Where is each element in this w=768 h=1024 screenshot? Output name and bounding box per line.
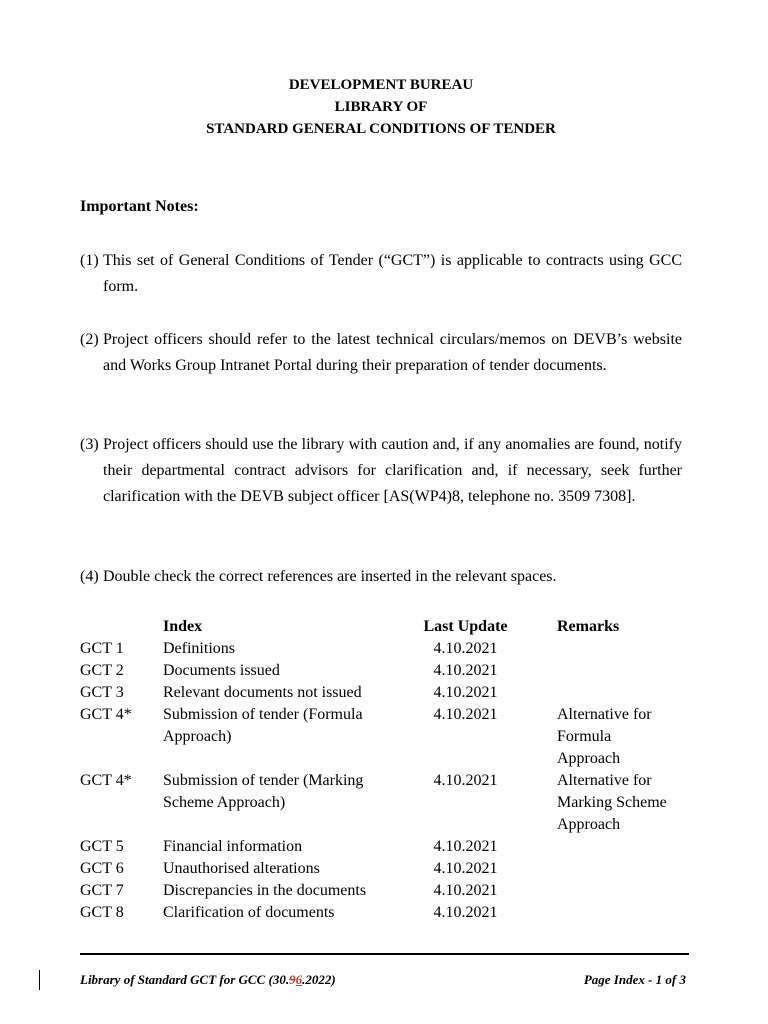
footer-inserted-digit: 6 — [295, 972, 303, 987]
table-row — [80, 858, 700, 880]
note-number: (3) — [80, 436, 99, 453]
note-text: Double check the correct references are inserted in the relevant spaces. — [103, 568, 557, 585]
index-table — [80, 616, 700, 924]
gct-date: 4.10.2021 — [433, 706, 498, 723]
notes-heading: Important Notes: — [80, 198, 199, 215]
title-line-1: DEVELOPMENT BUREAU — [288, 77, 474, 93]
table-row — [80, 660, 700, 682]
table-row — [80, 836, 700, 858]
gct-id: GCT 1 — [80, 640, 124, 657]
gct-date: 4.10.2021 — [433, 640, 498, 657]
title-line-3: STANDARD GENERAL CONDITIONS OF TENDER — [206, 121, 556, 137]
gct-id: GCT 7 — [80, 882, 124, 899]
gct-id: GCT 4* — [80, 706, 132, 723]
gct-date: 4.10.2021 — [433, 662, 498, 679]
gct-date: 4.10.2021 — [433, 860, 498, 877]
change-bar — [39, 970, 40, 990]
gct-id: GCT 3 — [80, 684, 124, 701]
gct-index: Definitions — [163, 640, 235, 657]
footer-rule — [80, 953, 689, 955]
gct-date: 4.10.2021 — [433, 772, 498, 789]
gct-id: GCT 6 — [80, 860, 124, 877]
gct-index: Discrepancies in the documents — [163, 882, 367, 899]
footer-struck-digit: 9 — [289, 972, 296, 987]
gct-id: GCT 4* — [80, 772, 132, 789]
gct-index: Submission of tender (Formula Approach) — [163, 706, 363, 745]
note-number: (2) — [80, 331, 99, 348]
note-1 — [80, 248, 682, 300]
gct-index: Clarification of documents — [163, 904, 335, 921]
table-row — [80, 682, 700, 704]
gct-remarks: Alternative for Formula Approach — [557, 706, 652, 767]
footer-left-suffix: .2022) — [302, 972, 336, 987]
footer-left-prefix: Library of Standard GCT for GCC (30. — [80, 972, 290, 987]
table-row — [80, 902, 700, 924]
table-row — [80, 638, 700, 660]
gct-date: 4.10.2021 — [433, 904, 498, 921]
gct-index: Documents issued — [163, 662, 280, 679]
gct-index: Unauthorised alterations — [163, 860, 320, 877]
note-number: (4) — [80, 568, 99, 585]
note-text: Project officers should use the library with caution and, if any anomalies are found, notify their departmental contract advisors for clarification and, if necessary, seek further clarification with the DEVB subject officer [AS(WP4)8, telephone no. 3509 7308]. — [103, 436, 682, 505]
gct-date: 4.10.2021 — [433, 684, 498, 701]
table-row — [80, 770, 700, 833]
note-text: Project officers should refer to the latest technical circulars/memos on DEVB’s website and Works Group Intranet Portal during their preparation of tender documents. — [103, 331, 682, 374]
header-last-update: Last Update — [423, 618, 508, 635]
note-text: This set of General Conditions of Tender (“GCT”) is applicable to contracts using GCC form. — [103, 252, 682, 295]
gct-remarks: Alternative for Marking Scheme Approach — [557, 772, 667, 833]
note-number: (1) — [80, 252, 99, 269]
gct-index: Submission of tender (Marking Scheme Approach) — [163, 772, 364, 811]
gct-date: 4.10.2021 — [433, 838, 498, 855]
note-3 — [80, 432, 682, 510]
gct-index: Relevant documents not issued — [163, 684, 362, 701]
header-index: Index — [163, 618, 203, 635]
document-title — [0, 74, 762, 140]
gct-id: GCT 8 — [80, 904, 124, 921]
note-2 — [80, 327, 682, 379]
header-remarks: Remarks — [557, 618, 620, 635]
footer-left — [80, 972, 336, 988]
gct-index: Financial information — [163, 838, 303, 855]
title-line-2: LIBRARY OF — [334, 99, 428, 115]
gct-date: 4.10.2021 — [433, 882, 498, 899]
table-row — [80, 880, 700, 902]
table-row — [80, 704, 700, 767]
footer-page-index: Page Index - 1 of 3 — [583, 972, 686, 987]
note-4 — [80, 564, 682, 590]
gct-id: GCT 2 — [80, 662, 124, 679]
gct-id: GCT 5 — [80, 838, 124, 855]
table-header-row — [80, 616, 700, 638]
